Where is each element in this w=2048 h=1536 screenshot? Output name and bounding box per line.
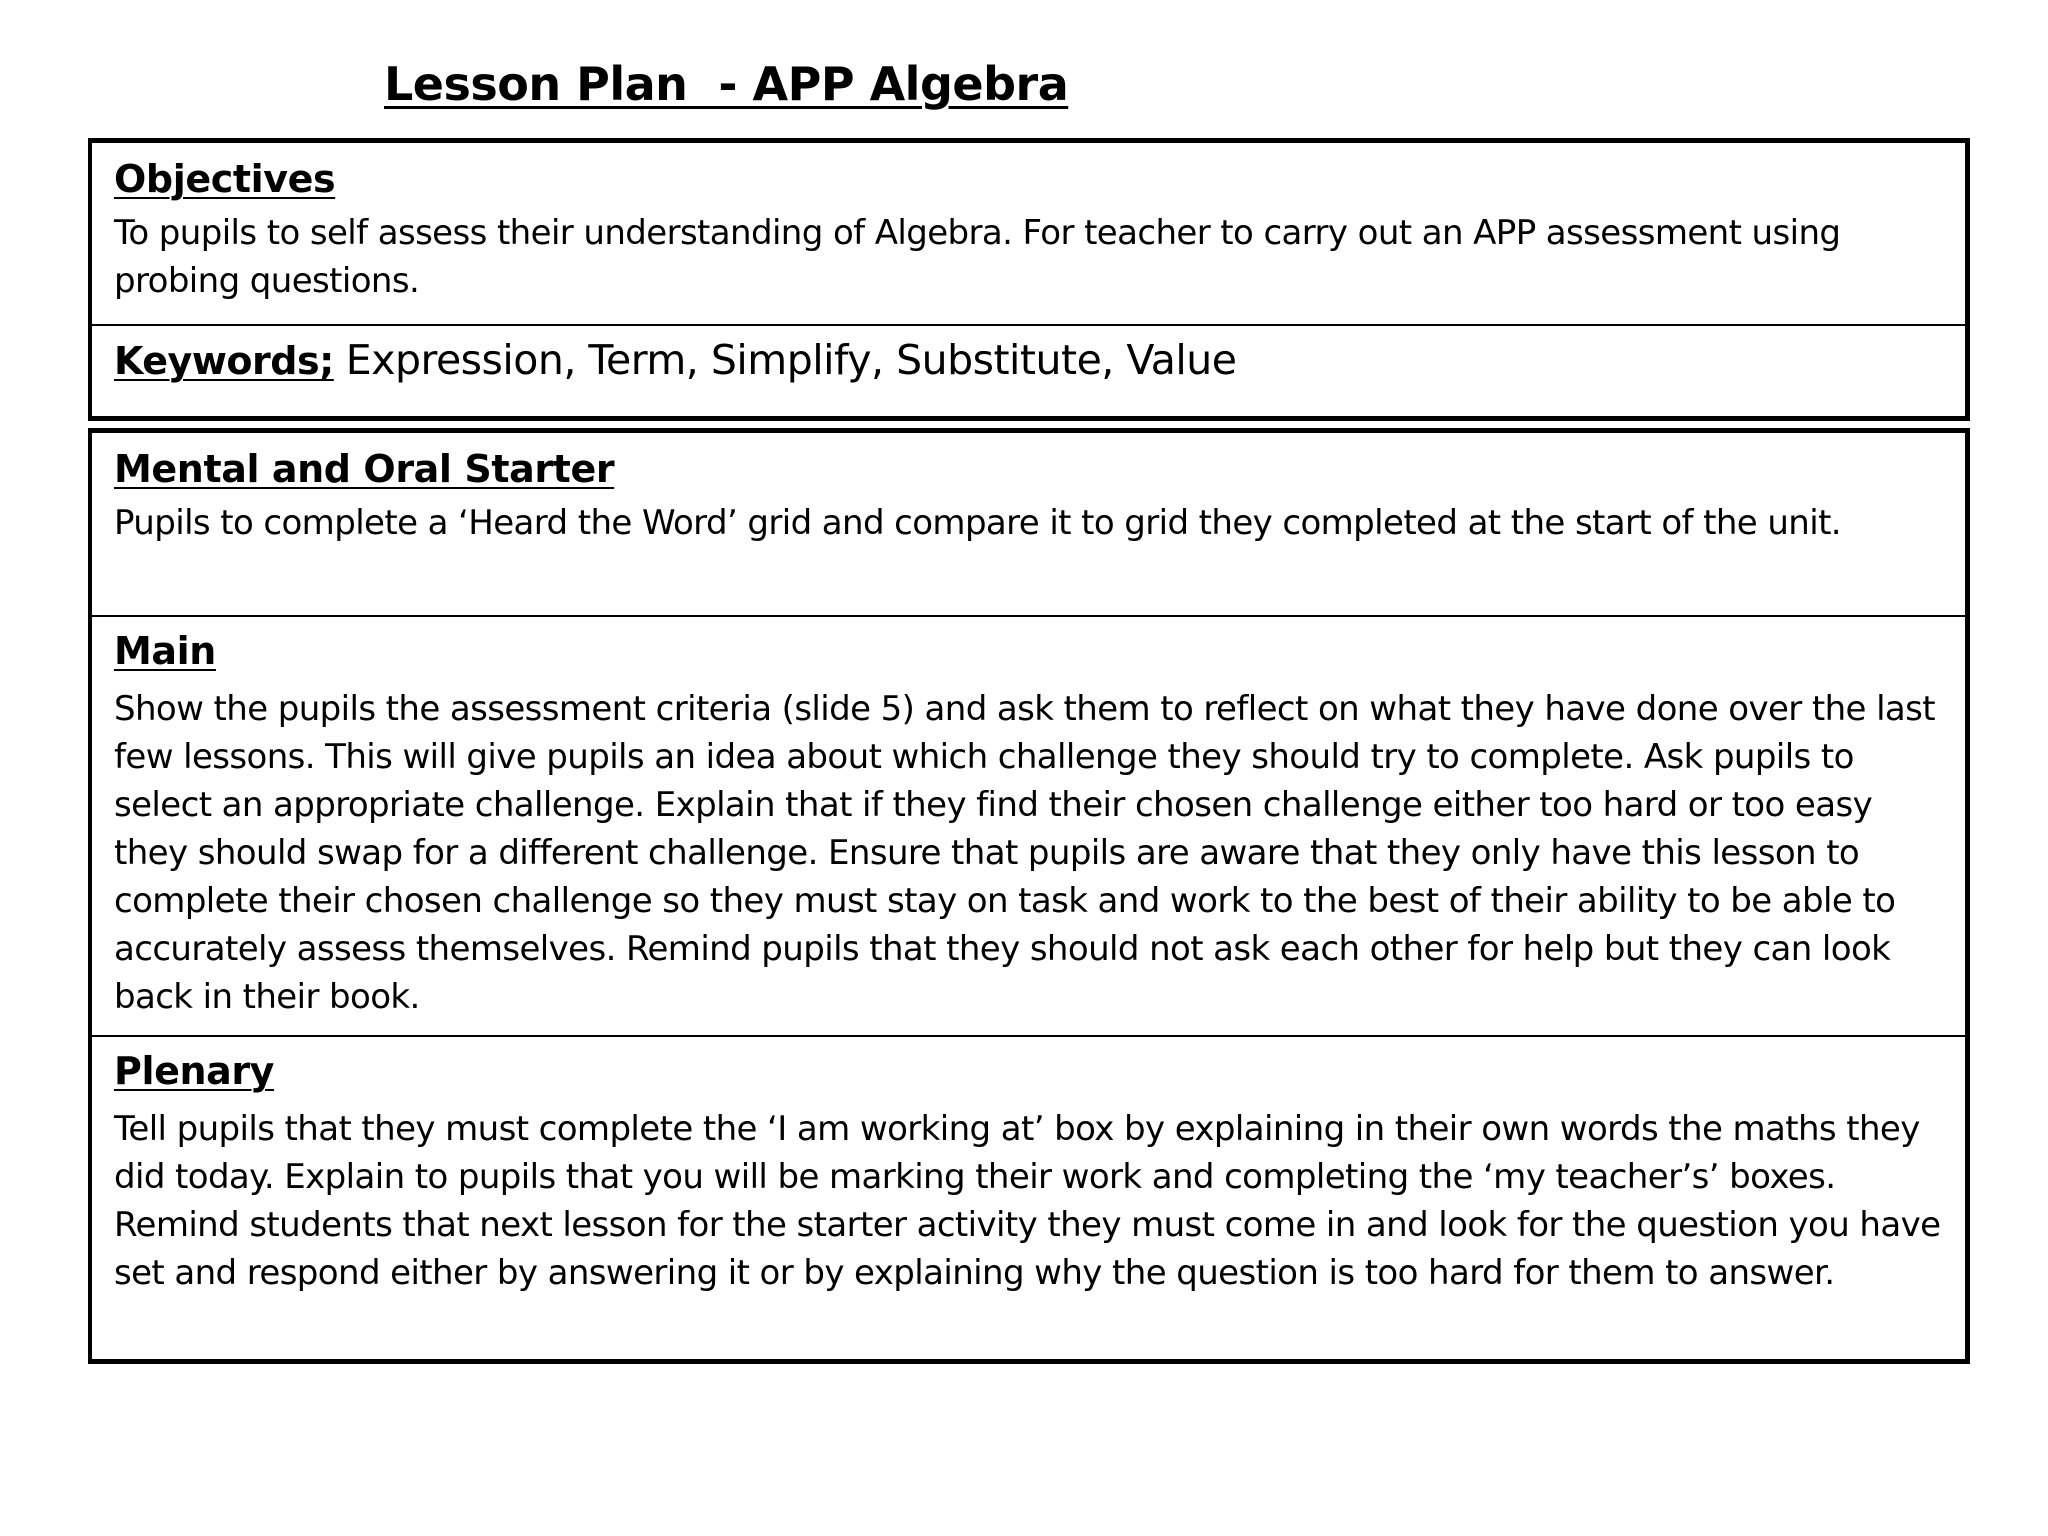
objectives-keywords-box [88,138,1970,421]
plenary-text: Tell pupils that they must complete the ‘I am working at’ box by explaining in their own words the maths they did today. Explain to pupils that you will be marking their work and completing the ‘my teacher’s’ boxes. Remind students that next lesson for the starter activity they must come in and look for the question you have set and respond either by answering it or by explaining why the question is too hard for them to answer. [114,1108,1941,1293]
keywords-line [114,336,1943,385]
starter-text: Pupils to complete a ‘Heard the Word’ grid and compare it to grid they completed at the start of the unit. [114,502,1842,543]
objectives-heading: Objectives [114,157,336,201]
keywords-text: Expression, Term, Simplify, Substitute, Value [345,336,1237,384]
keywords-section [92,336,1965,385]
plenary-heading: Plenary [114,1049,275,1093]
activities-box [88,428,1970,1364]
keywords-heading: Keywords; [114,339,334,383]
section-divider [92,1035,1965,1037]
plenary-section [92,1049,1965,1297]
objectives-text: To pupils to self assess their understanding of Algebra. For teacher to carry out an APP assessment using probing questions. [114,212,1841,301]
starter-heading: Mental and Oral Starter [114,447,615,491]
main-heading: Main [114,629,216,673]
section-divider [92,615,1965,617]
section-divider [92,324,1965,326]
main-text: Show the pupils the assessment criteria (slide 5) and ask them to reflect on what they have done over the last few lessons. This will give pupils an idea about which challenge they should try to complete. Ask pupils to select an appropriate challenge. Explain that if they find their chosen challenge either too hard or too easy they should swap for a different challenge. Ensure that pupils are aware that they only have this lesson to complete their chosen challenge so they must stay on task and work to the best of their ability to be able to accurately assess themselves. Remind pupils that they should not ask each other for help but they can look back in their book. [114,688,1936,1017]
objectives-section [92,157,1965,329]
starter-section [92,447,1965,547]
main-section [92,629,1965,1021]
page-title: Lesson Plan - APP Algebra [384,57,1069,111]
